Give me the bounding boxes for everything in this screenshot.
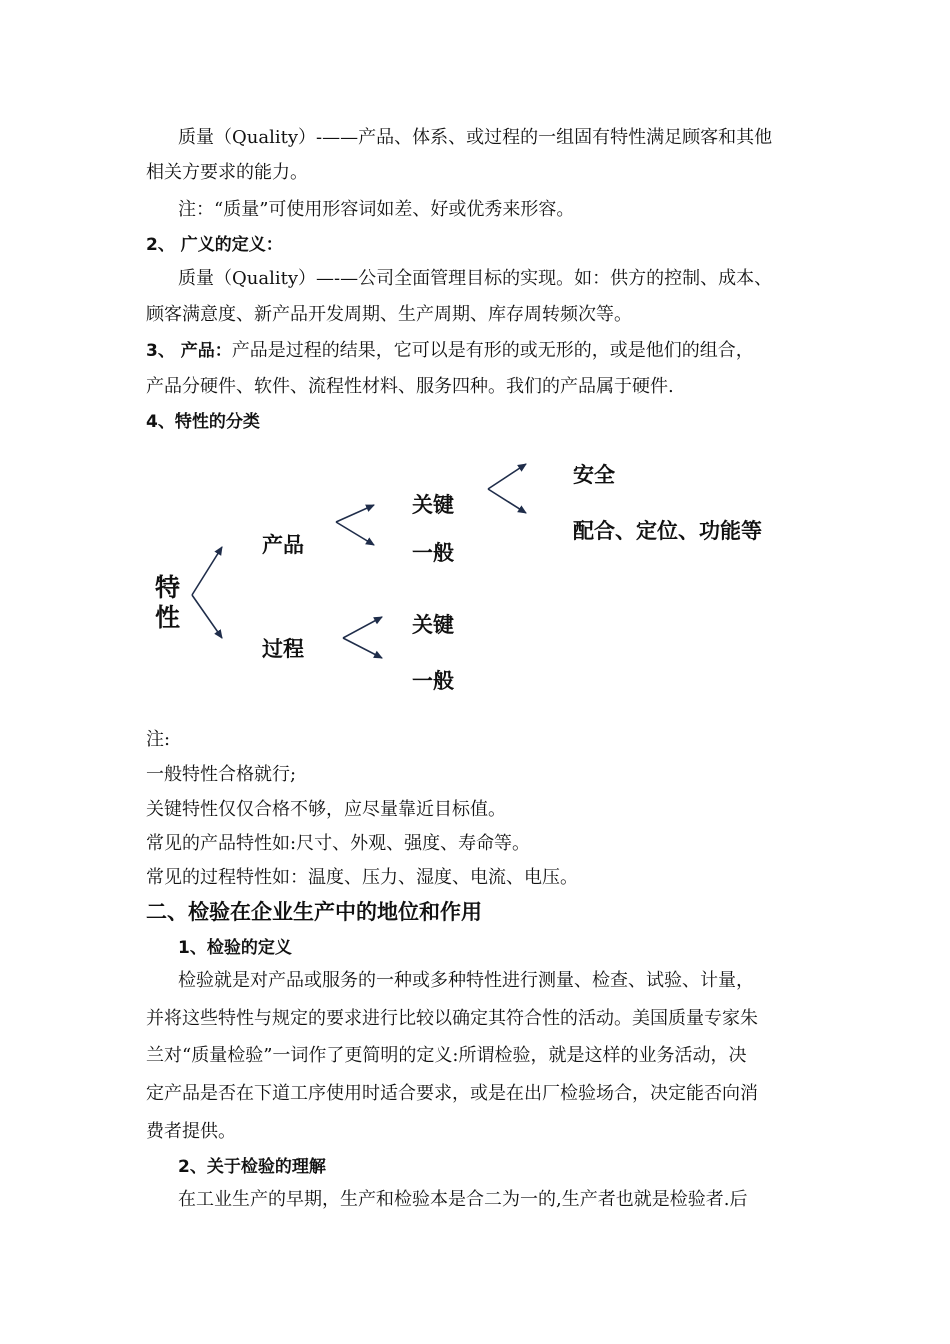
diagram-process-general-node: 一般 bbox=[412, 669, 454, 693]
notes-line1: 一般特性合格就行; bbox=[146, 764, 297, 785]
understanding-paragraph-line1: 在工业生产的早期，生产和检验本是合二为一的,生产者也就是检验者.后 bbox=[178, 1189, 748, 1210]
inspection-understanding-heading: 2、关于检验的理解 bbox=[178, 1157, 326, 1177]
key-to-safety-arrow bbox=[488, 464, 526, 489]
root-to-process-arrow bbox=[192, 595, 222, 638]
diagram-product-key-node: 关键 bbox=[412, 493, 454, 517]
inspection-paragraph-line4: 定产品是否在下道工序使用时适合要求，或是在出厂检验场合，决定能否向消 bbox=[146, 1083, 758, 1104]
broad-definition-line2: 顾客满意度、新产品开发周期、生产周期、库存周转频次等。 bbox=[146, 304, 632, 325]
notes-label: 注: bbox=[146, 729, 171, 750]
diagram-process-key-node: 关键 bbox=[412, 613, 454, 637]
process-to-key-arrow bbox=[343, 617, 382, 638]
broad-definition-heading: 2、 广义的定义： bbox=[146, 235, 283, 255]
product-heading: 3、 产品： bbox=[146, 341, 232, 361]
process-to-general-arrow bbox=[343, 638, 382, 658]
inspection-paragraph-line5: 费者提供。 bbox=[146, 1121, 236, 1142]
inspection-definition-heading: 1、检验的定义 bbox=[178, 938, 292, 958]
inspection-paragraph-line1: 检验就是对产品或服务的一种或多种特性进行测量、检查、试验、计量， bbox=[178, 970, 754, 991]
inspection-paragraph-line2: 并将这些特性与规定的要求进行比较以确定其符合性的活动。美国质量专家朱 bbox=[146, 1008, 758, 1029]
quality-definition-line1: 质量（Quality）-——产品、体系、或过程的一组固有特性满足顾客和其他 bbox=[178, 127, 773, 148]
notes-line3: 常见的产品特性如:尺寸、外观、强度、寿命等。 bbox=[146, 833, 531, 854]
quality-definition-line2: 相关方要求的能力。 bbox=[146, 162, 308, 183]
key-to-fit-arrow bbox=[488, 489, 526, 513]
classification-heading: 4、特性的分类 bbox=[146, 412, 260, 432]
section2-title: 二、检验在企业生产中的地位和作用 bbox=[146, 900, 482, 924]
inspection-paragraph-line3: 兰对“质量检验”一词作了更简明的定义:所谓检验，就是这样的业务活动，决 bbox=[146, 1045, 747, 1066]
diagram-process-node: 过程 bbox=[262, 637, 304, 661]
diagram-product-node: 产品 bbox=[262, 533, 304, 557]
product-to-key-arrow bbox=[336, 505, 374, 522]
notes-line2: 关键特性仅仅合格不够，应尽量靠近目标值。 bbox=[146, 799, 506, 820]
broad-definition-line1: 质量（Quality）—-—公司全面管理目标的实现。如：供方的控制、成本、 bbox=[178, 268, 773, 289]
diagram-safety-node: 安全 bbox=[573, 463, 615, 487]
product-definition-text: 产品是过程的结果，它可以是有形的或无形的，或是他们的组合， bbox=[231, 340, 754, 361]
product-definition-line2: 产品分硬件、软件、流程性材料、服务四种。我们的产品属于硬件. bbox=[146, 376, 674, 397]
diagram-fit-node: 配合、定位、功能等 bbox=[573, 519, 762, 543]
diagram-root-char1: 特 bbox=[155, 573, 181, 602]
diagram-product-general-node: 一般 bbox=[412, 541, 454, 565]
root-to-product-arrow bbox=[192, 547, 222, 595]
notes-line4: 常见的过程特性如：温度、压力、湿度、电流、电压。 bbox=[146, 867, 578, 888]
product-to-general-arrow bbox=[336, 522, 374, 545]
quality-note: 注：“质量”可使用形容词如差、好或优秀来形容。 bbox=[178, 199, 575, 220]
diagram-root-char2: 性 bbox=[155, 603, 181, 632]
